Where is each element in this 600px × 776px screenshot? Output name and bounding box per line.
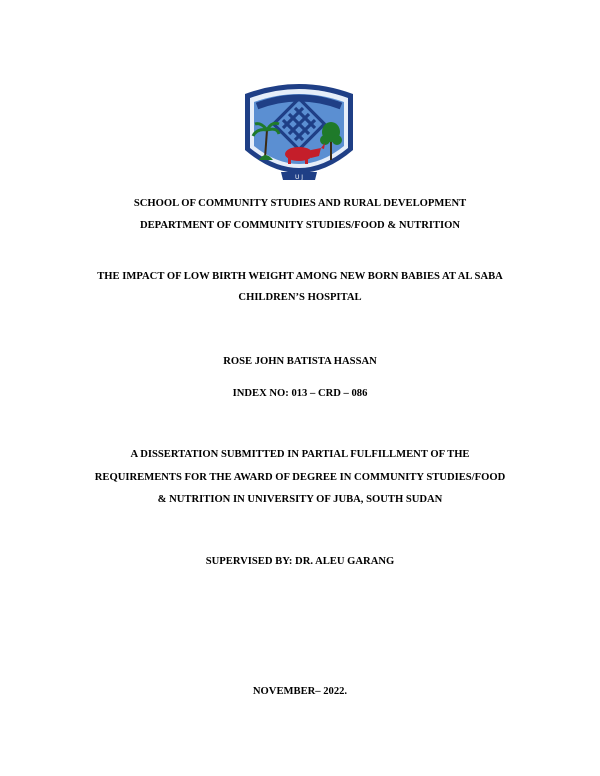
- university-crest-logo: [239, 80, 359, 188]
- statement-line-2: REQUIREMENTS FOR THE AWARD OF DEGREE IN COMMUNITY STUDIES/FOOD: [94, 472, 506, 483]
- statement-line-1: A DISSERTATION SUBMITTED IN PARTIAL FULFILLMENT OF THE: [130, 449, 470, 460]
- author-name: ROSE JOHN BATISTA HASSAN: [223, 356, 377, 367]
- index-number: INDEX NO: 013 – CRD – 086: [232, 388, 368, 399]
- svg-text:U J: U J: [294, 174, 304, 181]
- supervisor: SUPERVISED BY: DR. ALEU GARANG: [205, 556, 395, 567]
- submission-date: NOVEMBER– 2022.: [252, 686, 348, 697]
- school-name: SCHOOL OF COMMUNITY STUDIES AND RURAL DEVELOPMENT: [133, 198, 467, 209]
- department-name: DEPARTMENT OF COMMUNITY STUDIES/FOOD & NUTRITION: [139, 220, 461, 231]
- thesis-title-line-1: THE IMPACT OF LOW BIRTH WEIGHT AMONG NEW BORN BABIES AT AL SABA: [97, 271, 503, 282]
- statement-line-3: & NUTRITION IN UNIVERSITY OF JUBA, SOUTH SUDAN: [157, 494, 443, 505]
- thesis-title-line-2: CHILDREN’S HOSPITAL: [238, 292, 362, 303]
